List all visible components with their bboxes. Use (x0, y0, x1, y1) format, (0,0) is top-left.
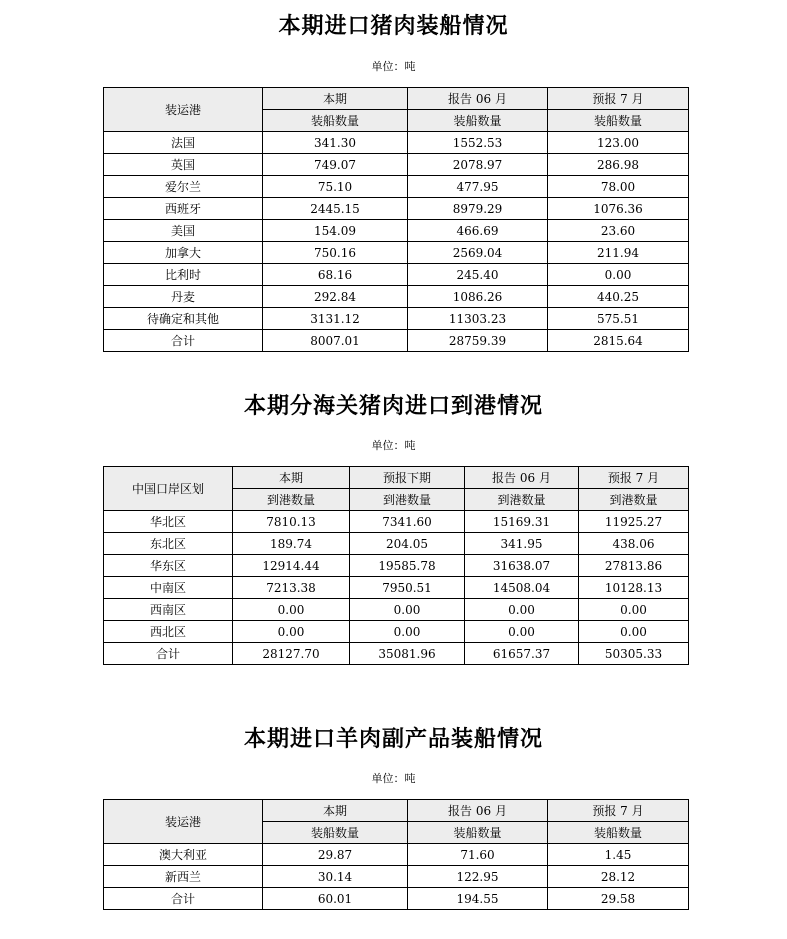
cell: 14508.04 (465, 577, 579, 599)
cell: 28759.39 (408, 330, 548, 352)
row-label: 合计 (104, 643, 233, 665)
header-corner: 中国口岸区划 (104, 467, 233, 511)
cell: 27813.86 (579, 555, 689, 577)
cell: 189.74 (233, 533, 350, 555)
header-col: 本期 (263, 800, 408, 822)
cell: 0.00 (350, 599, 465, 621)
row-label: 美国 (104, 220, 263, 242)
cell: 341.30 (263, 132, 408, 154)
table-row (104, 264, 689, 286)
cell: 11925.27 (579, 511, 689, 533)
table-row (104, 844, 689, 866)
header-subcol: 装船数量 (408, 822, 548, 844)
pork-shipping-title: 本期进口猪肉装船情况 (278, 14, 509, 39)
table-row (104, 621, 689, 643)
total-row (104, 330, 689, 352)
cell: 245.40 (408, 264, 548, 286)
cell: 154.09 (263, 220, 408, 242)
mutton-byproduct-unit: 单位：吨 (371, 772, 416, 785)
row-label: 西南区 (104, 599, 233, 621)
header-col: 本期 (233, 467, 350, 489)
table-row (104, 154, 689, 176)
table-row (104, 242, 689, 264)
cell: 0.00 (465, 599, 579, 621)
cell: 0.00 (548, 264, 689, 286)
cell: 29.58 (548, 888, 689, 910)
cell: 2815.64 (548, 330, 689, 352)
row-label: 新西兰 (104, 866, 263, 888)
customs-arrival-unit: 单位：吨 (371, 439, 416, 452)
cell: 1.45 (548, 844, 689, 866)
cell: 15169.31 (465, 511, 579, 533)
header-subcol: 到港数量 (579, 489, 689, 511)
header-subcol: 装船数量 (548, 822, 689, 844)
cell: 75.10 (263, 176, 408, 198)
header-col: 预报 7 月 (548, 88, 689, 110)
table-row (104, 198, 689, 220)
cell: 2078.97 (408, 154, 548, 176)
cell: 204.05 (350, 533, 465, 555)
cell: 7213.38 (233, 577, 350, 599)
row-label: 西北区 (104, 621, 233, 643)
row-label: 法国 (104, 132, 263, 154)
table-row (104, 599, 689, 621)
row-label: 中南区 (104, 577, 233, 599)
cell: 7950.51 (350, 577, 465, 599)
header-col: 报告 06 月 (465, 467, 579, 489)
mutton-byproduct-title: 本期进口羊肉副产品装船情况 (243, 727, 543, 752)
table-row (104, 533, 689, 555)
cell: 7810.13 (233, 511, 350, 533)
header-subcol: 到港数量 (350, 489, 465, 511)
cell: 2569.04 (408, 242, 548, 264)
customs-arrival-table (103, 466, 689, 665)
table-row (104, 286, 689, 308)
cell: 12914.44 (233, 555, 350, 577)
cell: 28.12 (548, 866, 689, 888)
cell: 23.60 (548, 220, 689, 242)
cell: 1086.26 (408, 286, 548, 308)
row-label: 东北区 (104, 533, 233, 555)
cell: 750.16 (263, 242, 408, 264)
header-subcol: 到港数量 (465, 489, 579, 511)
table-row (104, 577, 689, 599)
cell: 292.84 (263, 286, 408, 308)
total-row (104, 888, 689, 910)
cell: 50305.33 (579, 643, 689, 665)
cell: 123.00 (548, 132, 689, 154)
cell: 31638.07 (465, 555, 579, 577)
header-col: 预报 7 月 (548, 800, 689, 822)
row-label: 华北区 (104, 511, 233, 533)
cell: 78.00 (548, 176, 689, 198)
row-label: 合计 (104, 888, 263, 910)
cell: 68.16 (263, 264, 408, 286)
cell: 575.51 (548, 308, 689, 330)
row-label: 爱尔兰 (104, 176, 263, 198)
cell: 211.94 (548, 242, 689, 264)
table-row (104, 308, 689, 330)
customs-arrival-title: 本期分海关猪肉进口到港情况 (243, 394, 543, 419)
pork-shipping-unit: 单位：吨 (371, 60, 416, 73)
cell: 466.69 (408, 220, 548, 242)
header-col: 预报 7 月 (579, 467, 689, 489)
cell: 286.98 (548, 154, 689, 176)
cell: 194.55 (408, 888, 548, 910)
header-subcol: 装船数量 (408, 110, 548, 132)
cell: 477.95 (408, 176, 548, 198)
header-corner: 装运港 (104, 800, 263, 844)
cell: 28127.70 (233, 643, 350, 665)
cell: 11303.23 (408, 308, 548, 330)
cell: 0.00 (233, 621, 350, 643)
total-row (104, 643, 689, 665)
cell: 2445.15 (263, 198, 408, 220)
cell: 0.00 (579, 621, 689, 643)
pork-shipping-table (103, 87, 689, 352)
cell: 8007.01 (263, 330, 408, 352)
cell: 0.00 (233, 599, 350, 621)
cell: 60.01 (263, 888, 408, 910)
table-row (104, 866, 689, 888)
cell: 3131.12 (263, 308, 408, 330)
cell: 440.25 (548, 286, 689, 308)
row-label: 西班牙 (104, 198, 263, 220)
table-row (104, 555, 689, 577)
mutton-byproduct-table (103, 799, 689, 910)
header-col: 报告 06 月 (408, 88, 548, 110)
cell: 0.00 (465, 621, 579, 643)
table-row (104, 132, 689, 154)
row-label: 合计 (104, 330, 263, 352)
cell: 749.07 (263, 154, 408, 176)
row-label: 加拿大 (104, 242, 263, 264)
header-subcol: 装船数量 (263, 822, 408, 844)
table-row (104, 220, 689, 242)
row-label: 比利时 (104, 264, 263, 286)
cell: 35081.96 (350, 643, 465, 665)
row-label: 英国 (104, 154, 263, 176)
header-col: 本期 (263, 88, 408, 110)
header-subcol: 装船数量 (548, 110, 689, 132)
header-subcol: 到港数量 (233, 489, 350, 511)
cell: 438.06 (579, 533, 689, 555)
cell: 61657.37 (465, 643, 579, 665)
cell: 8979.29 (408, 198, 548, 220)
cell: 1552.53 (408, 132, 548, 154)
cell: 30.14 (263, 866, 408, 888)
cell: 341.95 (465, 533, 579, 555)
row-label: 华东区 (104, 555, 233, 577)
cell: 0.00 (579, 599, 689, 621)
cell: 10128.13 (579, 577, 689, 599)
table-row (104, 176, 689, 198)
header-subcol: 装船数量 (263, 110, 408, 132)
cell: 0.00 (350, 621, 465, 643)
header-corner: 装运港 (104, 88, 263, 132)
cell: 7341.60 (350, 511, 465, 533)
cell: 19585.78 (350, 555, 465, 577)
row-label: 丹麦 (104, 286, 263, 308)
header-col: 报告 06 月 (408, 800, 548, 822)
cell: 29.87 (263, 844, 408, 866)
cell: 122.95 (408, 866, 548, 888)
header-col: 预报下期 (350, 467, 465, 489)
table-row (104, 511, 689, 533)
cell: 71.60 (408, 844, 548, 866)
cell: 1076.36 (548, 198, 689, 220)
row-label: 待确定和其他 (104, 308, 263, 330)
row-label: 澳大利亚 (104, 844, 263, 866)
